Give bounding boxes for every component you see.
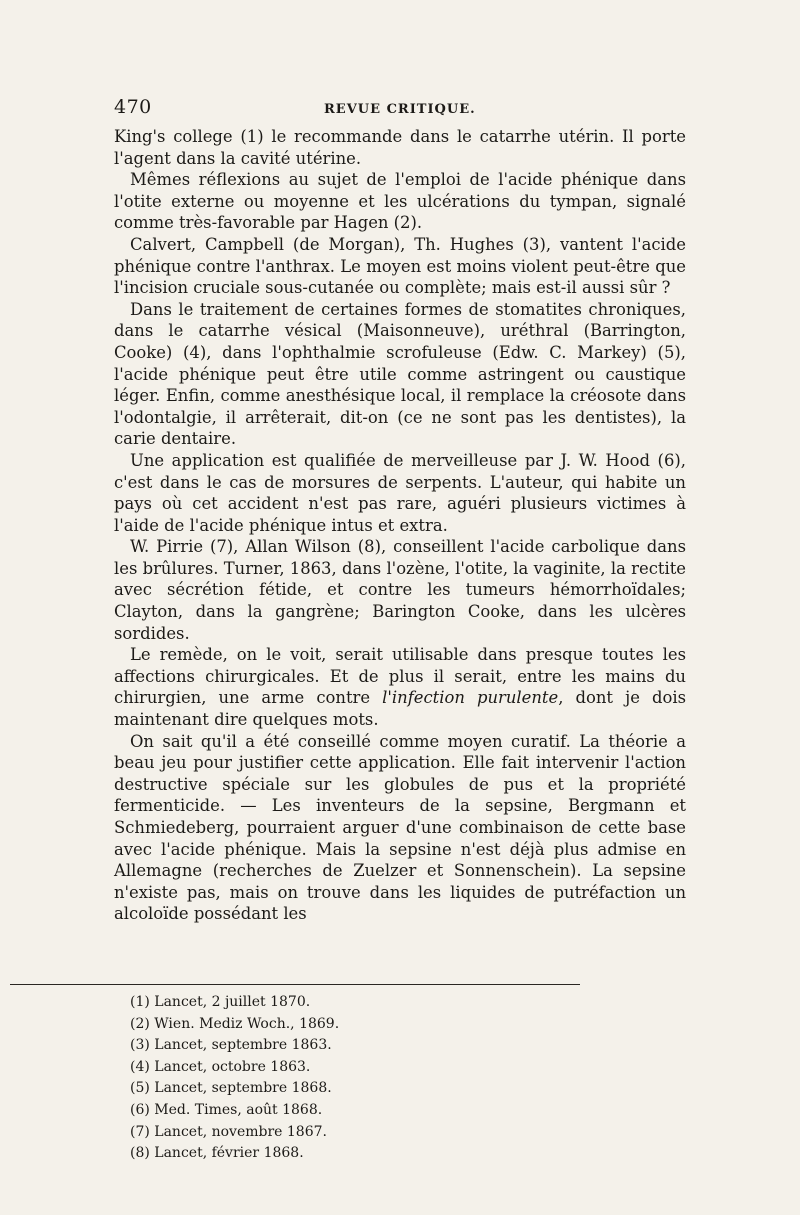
- book-page: [114, 96, 686, 925]
- paragraph-text: Le remède, on le voit, serait utilisable dans presque toutes les affections chirurgicales. Et de plus il serait, entre les mains du chirurgien, une arme contre: [114, 645, 686, 708]
- footnote: (5) Lancet, septembre 1868.: [130, 1080, 332, 1097]
- footnote: (2) Wien. Mediz Woch., 1869.: [130, 1015, 340, 1032]
- body-text: [114, 126, 686, 925]
- running-title: REVUE CRITIQUE.: [324, 102, 476, 117]
- footnote: (1) Lancet, 2 juillet 1870.: [130, 994, 311, 1010]
- page-number: 470: [114, 96, 152, 118]
- paragraph: Mêmes réflexions au sujet de l'emploi de l'acide phénique dans l'otite externe ou moyenne et les ulcérations du tympan, signalé comme très-favorable par Hagen (2).: [114, 170, 686, 233]
- paragraph: King's college (1) le recommande dans le catarrhe utérin. Il porte l'agent dans la cavité utérine.: [114, 127, 686, 168]
- footnote: (4) Lancet, octobre 1863.: [130, 1058, 311, 1075]
- footnote: (7) Lancet, novembre 1867.: [130, 1123, 327, 1140]
- paragraph: Calvert, Campbell (de Morgan), Th. Hughes (3), vantent l'acide phénique contre l'anthrax. Le moyen est moins violent peut-être que l'incision cruciale sous-cutanée ou complète; mais est-il aussi sûr ?: [114, 234, 686, 298]
- footnote: (6) Med. Times, août 1868.: [130, 1101, 323, 1118]
- footnotes: [130, 992, 339, 1165]
- footnote: (8) Lancet, février 1868.: [130, 1145, 304, 1162]
- paragraph: On sait qu'il a été conseillé comme moyen curatif. La théorie a beau jeu pour justifier cette application. Elle fait intervenir l'action destructive spéciale sur les globules de pus et la propriété fermenticide. — Les inventeurs de la sepsine, Bergmann et Schmiedeberg, pourraient arguer d'une combinaison de cette base avec l'acide phénique. Mais la sepsine n'est déjà plus admise en Allemagne (recherches de Zuelzer et Sonnenschein). La sepsine n'existe pas, mais on trouve dans les liquides de putréfaction un alcoloïde possédant les: [114, 731, 686, 924]
- italic-phrase: l'infection purulente: [382, 688, 559, 708]
- paragraph-text: , dont je dois maintenant dire quelques mots.: [114, 688, 686, 730]
- paragraph: W. Pirrie (7), Allan Wilson (8), conseillent l'acide carbolique dans les brûlures. Turner, 1863, dans l'ozène, l'otite, la vaginite, la rectite avec sécrétion fétide, et contre les tumeurs hémorrhoïdales; Clayton, dans la gangrène; Barington Cooke, dans les ulcères sordides.: [114, 537, 686, 643]
- paragraph: [114, 644, 686, 730]
- footnote: (3) Lancet, septembre 1863.: [130, 1037, 332, 1054]
- paragraph: Dans le traitement de certaines formes de stomatites chroniques, dans le catarrhe vésical (Maisonneuve), uréthral (Barrington, Cooke) (4), dans l'ophthalmie scrofuleuse (Edw. C. Markey) (5), l'acide phénique peut être utile comme astringent ou caustique léger. Enfin, comme anesthésique local, il remplace la créosote dans l'odontalgie, il arrêterait, dit-on (ce ne sont pas les dentistes), la carie dentaire.: [114, 299, 686, 449]
- page-header: [114, 96, 686, 126]
- paragraph: Une application est qualifiée de merveilleuse par J. W. Hood (6), c'est dans le cas de morsures de serpents. L'auteur, qui habite un pays où cet accident n'est pas rare, aguéri plusieurs victimes à l'aide de l'acide phénique intus et extra.: [114, 450, 686, 535]
- footnote-divider: [10, 984, 580, 985]
